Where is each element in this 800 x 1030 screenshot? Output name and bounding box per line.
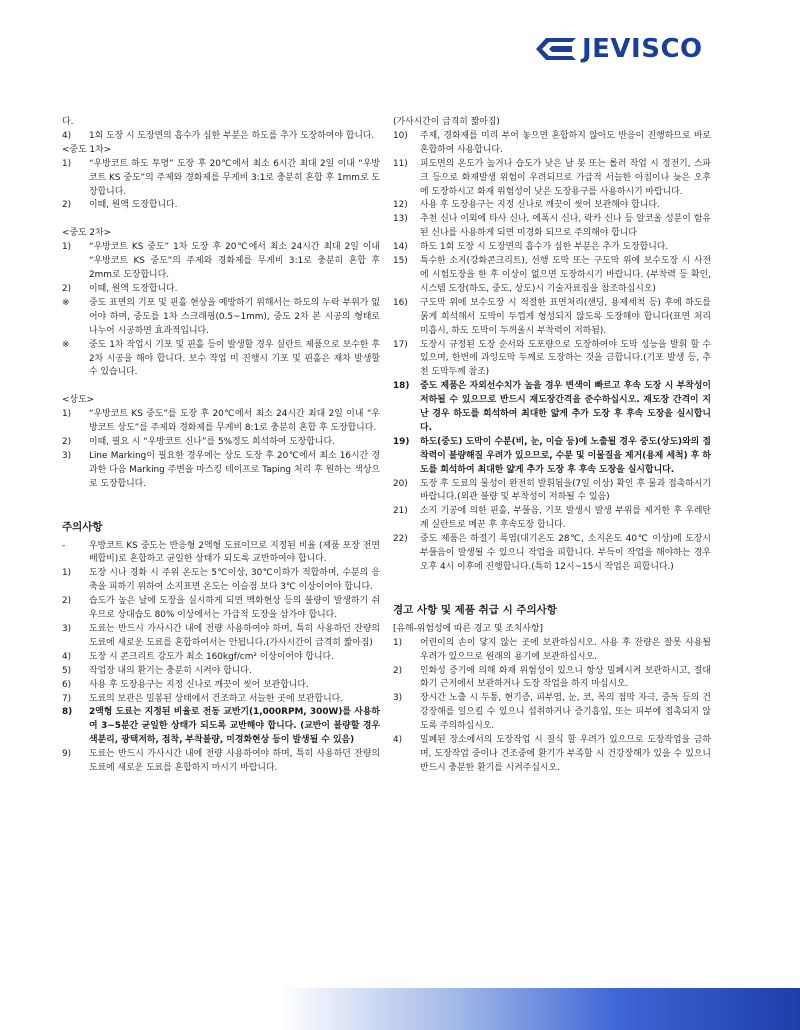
list-item	[393, 665, 711, 693]
text-line: (가사시간이 급격히 짧아짐)	[393, 117, 500, 127]
item-text: 사용 후 도장용구는 지정 신나로 깨끗이 씻어 보관해야 합니다.	[420, 200, 660, 211]
item-text: 소지 기공에 의한 핀홀, 부풀음, 기포 발생시 발생 부위를 제거한 후 우레탄계 실란트로 메꾼 후 후속도장 합니다.	[420, 506, 711, 531]
list-item	[62, 540, 380, 568]
spacer	[62, 213, 380, 227]
text-line: 다.	[62, 117, 74, 127]
item-text: 하도(중도) 도막이 수분(비, 눈, 이슬 등)에 노출될 경우 중도(상도)와의 접착력이 불량해질 우려가 있으므로, 수분 및 이물질을 제거(용제 세척) 후 하도를 희석하여 최대한 얇게 추가 도장 후 후속 도장을 실시합니다.	[420, 436, 712, 475]
list-item	[62, 693, 380, 707]
list-item	[62, 241, 380, 283]
item-number: 1)	[62, 568, 72, 579]
text-line: [유해-위험성에 따른 경고 및 조치사항]	[393, 623, 544, 634]
right-column	[393, 116, 711, 776]
list-item	[393, 478, 711, 506]
list-item	[62, 748, 380, 776]
item-text: 도료는 반드시 가사시간 내에 전량 사용하여야 하며, 특히 사용하던 잔량의 도료에 새로운 도료를 혼합하여서는 안됩니다.(가사시간이 급격히 짧아짐)	[89, 624, 380, 648]
item-number: 2)	[62, 437, 72, 448]
list-item	[393, 158, 711, 200]
item-number: 3)	[62, 450, 72, 461]
item-text: 특수한 소지(강화콘크리트), 선행 도막 또는 구도막 위에 보수도장 시 사전에 시험도장을 한 후 이상이 없으면 도장하시기 바랍니다. (부착력 등 확인, 시스템 도장(하도, 중도, 상도)시 기술자료집을 참조하십시오)	[420, 256, 711, 294]
item-text: 1회 도장 시 도장면의 흡수가 심한 부분은 하도를 추가 도장하여야 합니다.	[89, 130, 375, 141]
item-text: 어린이의 손이 닿지 않는 곳에 보관하십시오. 사용 후 잔량은 잘못 사용될 우려가 있으므로 원래의 용기에 보관하십시오.	[420, 637, 711, 662]
item-text: 이때, 필요 시 “우방코트 신나”를 5%정도 희석하여 도장합니다.	[89, 437, 335, 448]
list-item	[393, 436, 711, 478]
item-number: 2)	[62, 283, 72, 294]
item-number: 8)	[62, 707, 73, 718]
item-text: 중도 제품은 하절기 폭염(대기온도 28℃, 소지온도 40℃ 이상)에 도장시 부풀음이 발생될 수 있으니 작업을 피합니다. 부득이 작업을 해야하는 경우 오후 4시 이후에 진행합니다.(특히 12시~15시 작업은 피합니다.)	[420, 534, 711, 572]
item-text: 우방코트 KS 중도는 반응형 2액형 도료이므로 지정된 비율 (제품 포장 전면 배합비)로 혼합하고 균일한 상태가 되도록 교반하여야 합니다.	[89, 540, 380, 565]
item-number: 13)	[393, 214, 408, 225]
spacer	[62, 380, 380, 394]
item-number: ※	[62, 339, 70, 350]
list-item	[62, 158, 380, 200]
list-item	[62, 283, 380, 297]
list-item	[62, 339, 380, 381]
item-number: 1)	[62, 242, 72, 253]
item-text: 작업장 내의 환기는 충분히 시켜야 합니다.	[89, 665, 252, 676]
item-number: 10)	[393, 130, 408, 141]
list-item	[393, 637, 711, 665]
list-item	[62, 436, 380, 450]
item-number: 7)	[62, 693, 72, 704]
item-number: 22)	[393, 534, 408, 545]
left-column	[62, 116, 380, 776]
item-text: 도장 시 콘크리트 강도가 최소 160kgf/cm² 이상이어야 합니다.	[89, 651, 334, 662]
list-item	[393, 339, 711, 381]
item-number: 17)	[393, 339, 408, 350]
item-text: 도료의 보관은 밀봉된 상태에서 건조하고 서늘한 곳에 보관합니다.	[89, 693, 344, 704]
item-text: “우방코트 하도 투명” 도장 후 20℃에서 최소 6시간 최대 2일 이내 “우방코트 KS 중도”의 주제와 경화제를 무게비 3:1로 충분히 혼합 후 1mm로 도장합니다.	[89, 158, 380, 197]
item-text: 도장시 규정된 도장 순서와 도포량으로 도장하여야 도막 성능을 발휘 할 수 있으며, 한번에 과잉도막 두께로 도장하는 것을 금합니다.(기포 발생 등, 추천 도막두께 참조)	[420, 339, 711, 378]
list-item	[393, 692, 711, 734]
list-item	[393, 213, 711, 241]
item-number: 2)	[62, 596, 72, 607]
list-item	[393, 130, 711, 158]
list-item	[62, 665, 380, 679]
list-item	[62, 651, 380, 665]
item-text: “우방코트 KS 중도” 1차 도장 후 20℃에서 최소 24시간 최대 2일 이내 “우방코트 KS 중도”의 주제와 경화제를 무게비 3:1로 충분히 혼합 후 2mm로 도장합니다.	[89, 242, 380, 281]
item-number: -	[62, 540, 66, 551]
item-number: 14)	[393, 242, 408, 253]
section-heading: 경고 사항 및 제품 취급 시 주의사항	[393, 603, 557, 616]
item-number: 1)	[62, 158, 72, 169]
item-number: 5)	[62, 665, 72, 676]
item-number: 4)	[62, 130, 72, 141]
item-text: 도장 후 도료의 물성이 완전히 발휘됨을(7일 이상) 확인 후 물과 접촉하시기 바랍니다.(외관 불량 및 부착성이 저하될 수 있음)	[420, 478, 711, 503]
item-number: 9)	[62, 749, 72, 760]
item-text: 밀폐된 장소에서의 도장작업 시 질식 할 우려가 있으므로 도장작업을 금하며, 도장작업 중이나 건조중에 환기가 부족할 시 건강장해가 있을 수 있으니 반드시 충분한 환기를 시켜주십시오.	[420, 735, 711, 773]
item-text: Line Marking이 필요한 경우에는 상도 도장 후 20℃에서 최소 16시간 경과한 다음 Marking 주변을 마스킹 테이프로 Taping 처리 후 원하는 색상으로 도장합니다.	[89, 450, 380, 489]
list-item	[62, 450, 380, 492]
item-number: 3)	[393, 693, 403, 704]
item-text: 이때, 원액 도장합니다.	[89, 283, 178, 294]
item-number: 18)	[393, 381, 410, 392]
list-item	[393, 734, 711, 776]
item-text: 중도 제품은 자외선수치가 높을 경우 변색이 빠르고 후속 도장 시 부착성이 저하될 수 있으므로 반드시 재도장간격을 준수하십시오. 재도장 간격이 지난 경우 하도를 희석하여 최대한 얇게 추가 도장 후 후속 도장을 실시합니다.	[420, 381, 711, 433]
spacer	[393, 575, 711, 601]
item-text: 사용 후 도장용구는 지정 신나로 깨끗이 씻어 보관합니다.	[89, 679, 309, 690]
item-text: 도료는 반드시 가사시간 내에 전량 사용하여야 하며, 특히 사용하던 잔량의 도료에 새로운 도료를 혼합하지 마시기 바랍니다.	[89, 749, 380, 774]
list-item	[62, 567, 380, 595]
item-number: 20)	[393, 478, 408, 489]
item-number: 12)	[393, 200, 408, 211]
item-number: 15)	[393, 256, 408, 267]
item-text: 이때, 원액 도장합니다.	[89, 200, 178, 211]
item-number: 2)	[393, 665, 403, 676]
list-item	[393, 297, 711, 339]
item-number: 6)	[62, 679, 72, 690]
item-number: 16)	[393, 297, 408, 308]
list-item	[62, 199, 380, 213]
list-item	[62, 623, 380, 651]
text-line: <중도 2차>	[62, 228, 112, 239]
item-number: 4)	[393, 735, 403, 746]
list-item	[62, 297, 380, 339]
list-item	[393, 380, 711, 436]
list-item	[393, 241, 711, 255]
footer-gradient-band	[280, 988, 800, 1030]
list-item	[393, 255, 711, 297]
item-text: 추천 신나 이외에 타사 신나, 에폭시 신나, 락카 신나 등 알코올 성분이 함유된 신나를 사용하게 되면 미경화 되므로 주의해야 합니다	[420, 214, 711, 239]
item-number: 2)	[62, 200, 72, 211]
brand-name: JEVISCO	[582, 34, 703, 64]
item-number: 1)	[393, 637, 403, 648]
item-text: 2액형 도료는 지정된 비율로 전동 교반기(1,000RPM, 300W)를 사용하여 3~5분간 균일한 상태가 되도록 교반해야 합니다. (교반이 불량할 경우 색분리, 광택저하, 점착, 부착불량, 미경화현상 등이 발생될 수 있음)	[89, 707, 380, 746]
item-number: 21)	[393, 506, 408, 517]
item-number: ※	[62, 297, 70, 308]
item-number: 4)	[62, 651, 72, 662]
item-number: 11)	[393, 158, 408, 169]
list-item	[62, 706, 380, 748]
list-item	[62, 595, 380, 623]
item-text: 중도 표면의 기포 및 핀홀 현상을 예방하기 위해서는 하도의 누락 부위가 없어야 하며, 중도를 1차 스크래핑(0.5~1mm), 중도 2차 본 시공의 형태로 나누어 시공하면 효과적입니다.	[89, 297, 380, 336]
section-heading: 주의사항	[62, 520, 103, 533]
list-item	[393, 199, 711, 213]
text-line: <상도>	[62, 395, 95, 406]
text-line: <중도 1차>	[62, 144, 112, 155]
item-text: 장시간 노출 시 두통, 현기증, 피부염, 눈, 코, 목의 점막 자극, 중독 등의 건강장해를 일으킬 수 있으니 섭취하거나 증기흡입, 또는 피부에 접촉되지 않도록 주의하십시오.	[420, 693, 711, 732]
list-item	[62, 130, 380, 144]
item-text: “우방코트 KS 중도”를 도장 후 20℃에서 최소 24시간 최대 2일 이내 “우방코트 상도”를 주제와 경화제를 무게비 8:1로 충분히 혼합 후 도장합니다.	[89, 409, 380, 434]
spacer	[62, 492, 380, 518]
brand-logo	[532, 32, 772, 66]
swoosh-icon	[532, 32, 578, 66]
list-item	[393, 533, 711, 575]
item-number: 19)	[393, 436, 410, 447]
item-text: 구도막 위에 보수도장 시 적절한 표면처리(샌딩, 용제세척 등) 후에 하도를 묽게 희석해서 도막이 두껍게 형성되지 않도록 도장해야 합니다(표면 처리 미흡시, 하도 도막이 두꺼울시 부착력이 저하됨).	[420, 297, 711, 336]
item-text: 도장 시나 경화 시 주위 온도는 5℃이상, 30℃이하가 적합하며, 수분의 응축을 피하기 위하여 소지표면 온도는 이슬점 보다 3℃ 이상이어야 합니다.	[89, 568, 380, 593]
item-number: 3)	[62, 624, 72, 634]
list-item	[393, 505, 711, 533]
list-item	[62, 408, 380, 436]
item-text: 인화성 증기에 의해 화재 위험성이 있으니 항상 밀폐시켜 보관하시고, 절대 화기 근저에서 보관하거나 도장 작업을 하지 마십시오.	[420, 665, 711, 690]
item-text: 하도 1회 도장 시 도장면의 흡수가 심한 부분은 추가 도장합니다.	[420, 242, 669, 253]
list-item	[62, 679, 380, 693]
item-text: 피도면의 온도가 높거나 습도가 낮은 날 봇 또는 롤러 작업 시 정전기, 스파크 등으로 화재발생 위험이 우려되므로 가급적 서늘한 아침이나 늦은 오후에 도장하시고 화재 위험성이 낮은 도장용구를 사용하시기 바랍니다.	[420, 158, 711, 197]
item-text: 습도가 높은 날에 도장을 실시하게 되면 백화현상 등의 불량이 발생하기 쉬우므로 상대습도 80% 이상에서는 가급적 도장을 삼가야 합니다.	[89, 596, 380, 621]
item-number: 1)	[62, 409, 72, 420]
item-text: 주제, 경화제를 미리 부어 놓으면 혼합하지 않아도 반응이 진행하므로 바로 혼합하여 사용합니다.	[420, 130, 711, 155]
item-text: 중도 1차 작업시 기포 및 핀홀 등이 발생할 경우 실란트 제품으로 보수한 후 2차 시공을 해야 합니다. 보수 작업 미 진행시 기포 및 핀홀은 재차 발생할 수 있습니다.	[89, 339, 380, 378]
